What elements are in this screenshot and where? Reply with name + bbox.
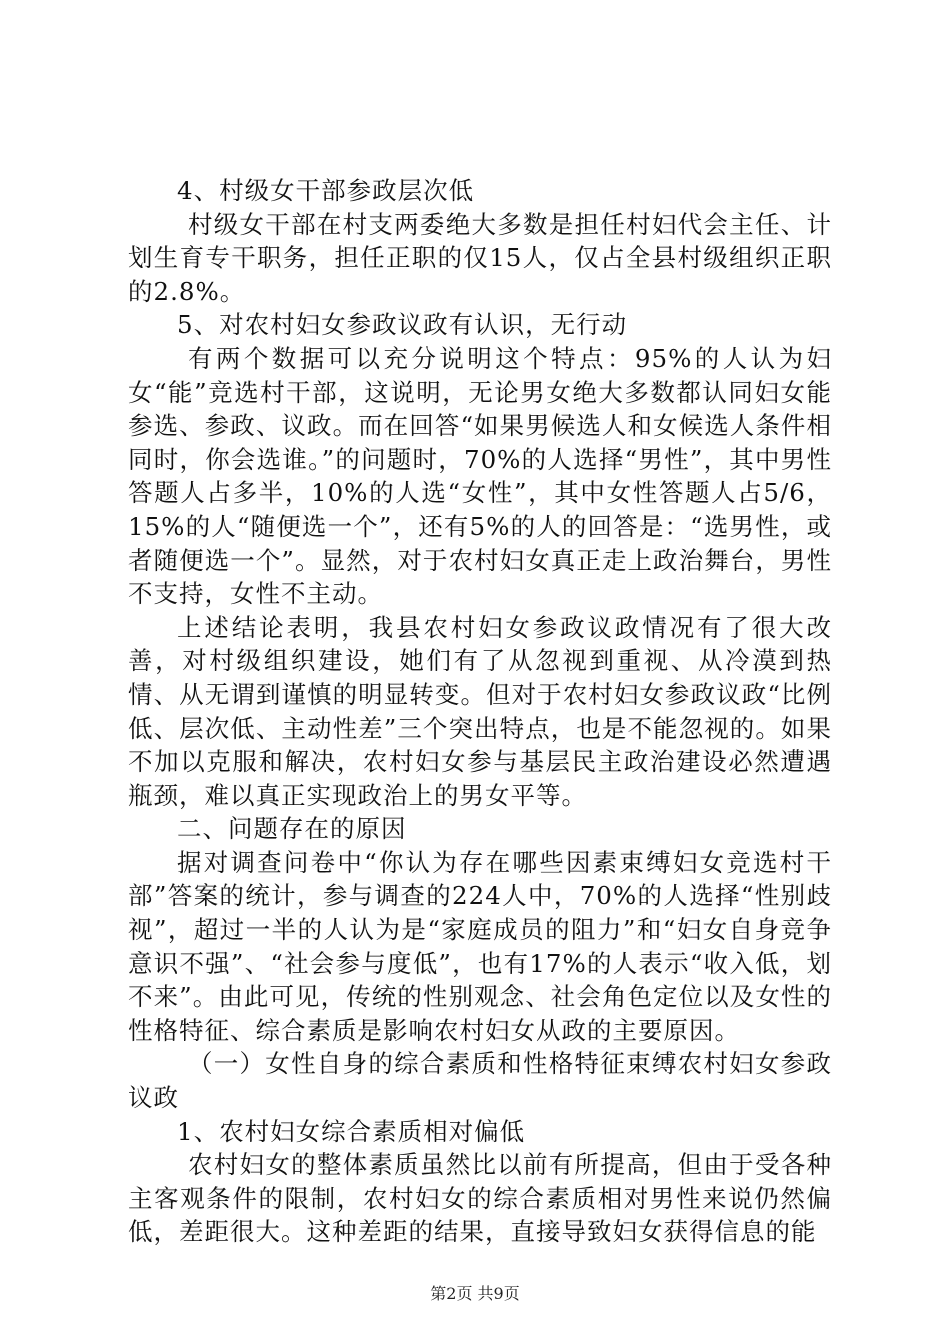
section-heading: 1、农村妇女综合素质相对偏低 (177, 1116, 526, 1146)
paragraph: 据对调查问卷中“你认为存在哪些因素束缚妇女竞选村干部”答案的统计，参与调查的224人中，70%的人选择“性别歧视”，超过一半的人认为是“家庭成员的阻力”和“妇女自身竞争意识不强”、“社会参与度低”，也有17%的人表示“收入低，划不来”。由此可见，传统的性别观念、社会角色定位以及女性的性格特征、综合素质是影响农村妇女从政的主要原因。 (128, 847, 832, 1045)
paragraph: 有两个数据可以充分说明这个特点：95%的人认为妇女“能”竞选村干部，这说明，无论男女绝大多数都认同妇女能参选、参政、议政。而在回答“如果男候选人和女候选人条件相同时，你会选谁。”的问题时，70%的人选择“男性”，其中男性答题人占多半，10%的人选“女性”，其中女性答题人占5/6，15%的人“随便选一个”，还有5%的人的回答是：“选男性，或者随便选一个”。显然，对于农村妇女真正走上政治舞台，男性不支持，女性不主动。 (128, 343, 832, 609)
body-text (128, 174, 832, 1249)
subsection-heading: （一）女性自身的综合素质和性格特征束缚农村妇女参政议政 (128, 1049, 832, 1113)
paragraph: 农村妇女的整体素质虽然比以前有所提高，但由于受各种主客观条件的限制，农村妇女的综合素质相对男性来说仍然偏低，差距很大。这种差距的结果，直接导致妇女获得信息的能 (128, 1150, 832, 1247)
section-heading: 4、村级女干部参政层次低 (177, 176, 475, 205)
paragraph: 村级女干部在村支两委绝大多数是担任村妇代会主任、计划生育专干职务，担任正职的仅15人，仅占全县村级组织正职的2.8%。 (128, 209, 832, 306)
paragraph: 上述结论表明，我县农村妇女参政议政情况有了很大改善，对村级组织建设，她们有了从忽视到重视、从冷漠到热情、从无谓到谨慎的明显转变。但对于农村妇女参政议政“比例低、层次低、主动性差”三个突出特点，也是不能忽视的。如果不加以克服和解决，农村妇女参与基层民主政治建设必然遭遇瓶颈，难以真正实现政治上的男女平等。 (128, 612, 832, 810)
section-heading: 5、对农村妇女参政议政有认识，无行动 (177, 310, 628, 340)
page-number: 第2页 共9页 (430, 1284, 520, 1303)
section-heading: 二、问题存在的原因 (177, 814, 407, 844)
